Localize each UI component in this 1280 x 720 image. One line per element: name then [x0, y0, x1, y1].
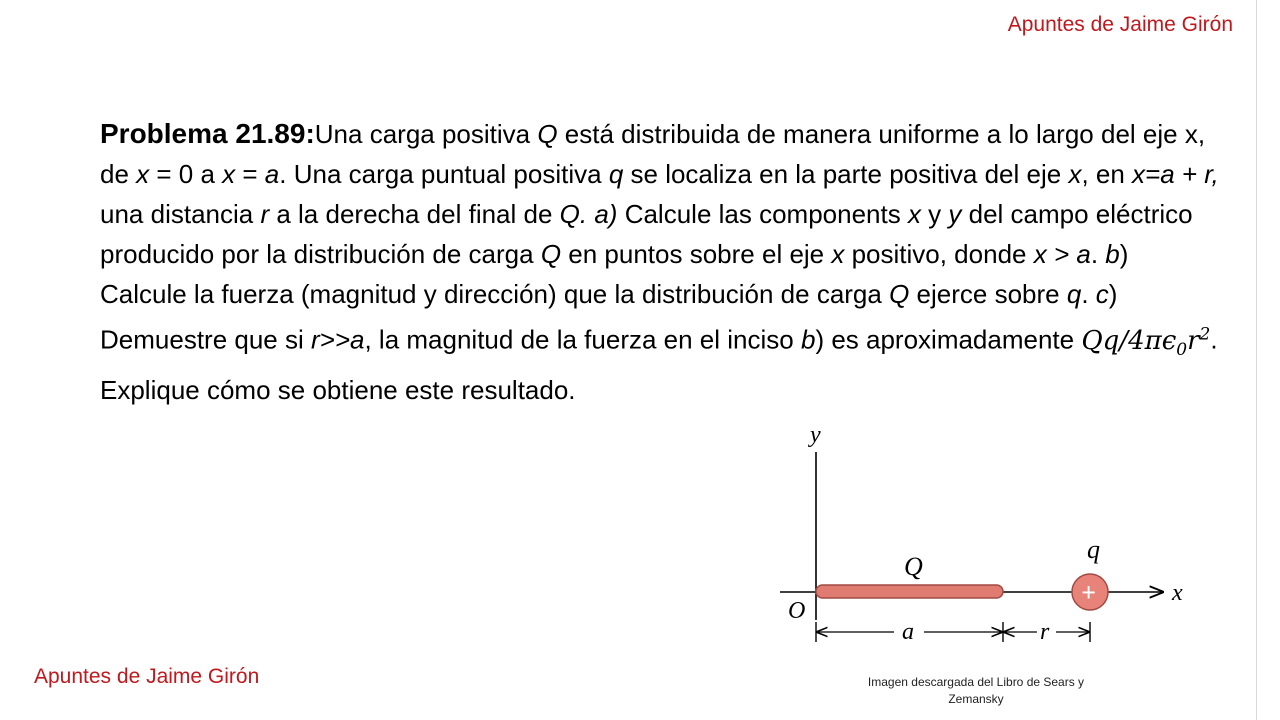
formula-main: Qq/4πϵ	[1081, 325, 1177, 356]
charged-rod	[816, 585, 1003, 598]
var: a	[264, 159, 280, 189]
formula-r: r	[1187, 325, 1200, 356]
author-footer: Apuntes de Jaime Girón	[34, 665, 260, 688]
text: Calcule las components	[617, 199, 908, 229]
var: x	[831, 239, 845, 269]
var: r>>a	[310, 324, 365, 355]
formula-sub: 0	[1176, 339, 1188, 360]
text: del campo eléctrico producido por la distribución de carga	[100, 199, 1193, 269]
dim-a-label: a	[902, 619, 914, 645]
var: x	[1068, 159, 1082, 189]
var: y	[948, 199, 962, 229]
text: ) Demuestre que si	[100, 279, 1118, 355]
force-formula	[1081, 324, 1211, 360]
var: q	[1066, 279, 1082, 309]
author-header: Apuntes de Jaime Girón	[1007, 13, 1233, 36]
text: en puntos sobre el eje	[561, 239, 832, 269]
text: se localiza en la parte positiva del eje	[623, 159, 1069, 189]
var: q	[608, 159, 624, 189]
text: .	[1090, 239, 1106, 269]
problem-title: Problema 21.89:	[100, 118, 315, 149]
image-credit: Imagen descargada del Libro de Sears y Zemansky	[867, 675, 1085, 706]
var: b	[1105, 239, 1120, 269]
text: ) es aproximadamente	[815, 324, 1082, 355]
charge-diagram	[770, 420, 1210, 660]
rod-label: Q	[904, 552, 923, 581]
var: x=a + r,	[1132, 159, 1219, 189]
text: = 0 a	[149, 159, 223, 189]
var: c	[1095, 279, 1109, 309]
x-axis-label: x	[1172, 580, 1183, 606]
y-axis-label: y	[810, 422, 821, 448]
var: b	[800, 324, 816, 355]
text: Una carga positiva	[314, 119, 538, 149]
var: Q. a)	[559, 199, 618, 229]
text: positivo, donde	[844, 239, 1034, 269]
text: .	[1081, 279, 1096, 309]
var: x	[136, 159, 150, 189]
page-border	[1256, 0, 1257, 720]
text: , en	[1081, 159, 1133, 189]
text: , la magnitud de la fuerza en el inciso	[364, 324, 801, 355]
formula-sup: 2	[1199, 324, 1211, 344]
problem-statement	[100, 114, 1220, 410]
text: una distancia	[100, 199, 261, 229]
text: . Explique cómo se obtiene este resultado.	[100, 324, 1218, 405]
text: a la derecha del final de	[269, 199, 560, 229]
var: r	[260, 199, 270, 229]
var: Q	[537, 119, 558, 149]
dim-r-label: r	[1040, 619, 1050, 645]
var: x > a	[1033, 239, 1091, 269]
var: x	[907, 199, 921, 229]
text: está distribuida de manera uniforme a lo largo del eje x, de	[100, 119, 1206, 189]
charge-sign: +	[1081, 578, 1096, 607]
text: =	[235, 159, 265, 189]
origin-label: O	[788, 598, 806, 624]
charge-label: q	[1087, 535, 1100, 564]
var: Q	[889, 279, 910, 309]
var: x	[222, 159, 236, 189]
text: ejerce sobre	[909, 279, 1067, 309]
text: . Una carga puntual positiva	[279, 159, 609, 189]
var: Q	[540, 239, 562, 269]
text: ) Calcule la fuerza (magnitud y dirección) que la distribución de carga	[100, 239, 1129, 309]
text: y	[920, 199, 949, 229]
